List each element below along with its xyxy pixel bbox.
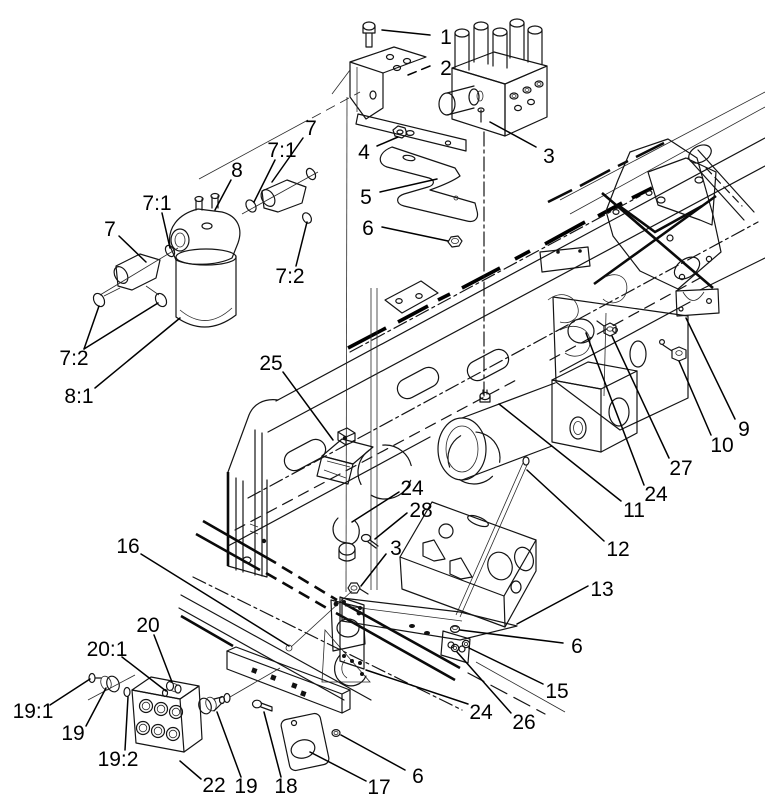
leader-line <box>361 554 386 586</box>
bolt-18 <box>253 700 273 711</box>
callout-label-19: 19 <box>234 775 258 798</box>
leader-line <box>352 492 399 522</box>
o-ring <box>224 694 230 703</box>
spacer-plate-5 <box>380 147 477 221</box>
callout-label-7: 7 <box>305 117 317 140</box>
callout-label-16: 16 <box>116 535 140 558</box>
leader-line <box>310 752 366 781</box>
callout-label-3: 3 <box>543 145 555 168</box>
cover-plate-17 <box>280 712 330 771</box>
leader-line <box>377 137 398 146</box>
leader-line <box>679 361 711 435</box>
callout-label-19:2: 19:2 <box>97 748 139 771</box>
leader-line <box>382 227 448 241</box>
bolt-24a <box>480 390 490 402</box>
callout-label-1: 1 <box>440 26 452 49</box>
mid-plate <box>540 247 590 272</box>
fitting-19-left <box>88 674 135 701</box>
callout-label-8: 8 <box>231 159 243 182</box>
callout-label-25: 25 <box>259 352 283 375</box>
callout-label-3: 3 <box>390 537 402 560</box>
fitting-20 <box>163 682 182 697</box>
callout-label-27: 27 <box>669 457 693 480</box>
bolt-3b <box>286 583 368 651</box>
callout-label-19: 19 <box>61 722 85 745</box>
leader-line <box>375 513 407 539</box>
leader-line <box>122 657 166 691</box>
callout-label-28: 28 <box>409 499 433 522</box>
right-bracket-assembly <box>540 139 721 430</box>
leader-line <box>341 735 405 770</box>
leader-line <box>296 222 307 266</box>
callout-layer <box>13 26 750 799</box>
fitting-7-left <box>91 244 178 309</box>
callout-label-13: 13 <box>590 578 614 601</box>
callout-label-20:1: 20:1 <box>86 638 128 661</box>
callout-label-7: 7 <box>104 218 116 241</box>
callout-label-6: 6 <box>412 765 424 788</box>
callout-label-7:1: 7:1 <box>142 192 172 215</box>
filter-head-8 <box>170 194 240 265</box>
o-ring-7-2 <box>153 291 169 308</box>
callout-label-15: 15 <box>545 680 569 703</box>
leader-line <box>215 180 231 210</box>
leader-line <box>527 470 604 541</box>
callout-label-17: 17 <box>367 776 391 799</box>
callout-label-6: 6 <box>571 635 583 658</box>
callout-label-12: 12 <box>606 538 630 561</box>
callout-label-24: 24 <box>400 477 424 500</box>
callout-label-10: 10 <box>710 434 734 457</box>
leader-line <box>380 179 437 192</box>
valve-support-arm <box>356 114 466 151</box>
callout-label-8:1: 8:1 <box>64 385 94 408</box>
leader-line <box>382 30 430 35</box>
callout-label-24: 24 <box>469 701 493 724</box>
leader-line <box>517 586 588 624</box>
leader-line <box>154 635 172 682</box>
o-ring-19-2 <box>124 688 130 697</box>
fitting-19-right <box>197 668 280 716</box>
mounting-bolt-1 <box>363 22 375 47</box>
callout-label-11: 11 <box>623 499 645 522</box>
leader-line <box>180 761 201 779</box>
bolt-10 <box>663 345 686 361</box>
leader-line <box>86 688 106 726</box>
callout-label-26: 26 <box>512 711 536 734</box>
valve-side-ports <box>510 81 543 111</box>
o-ring <box>305 167 318 181</box>
hydraulic-valve-3 <box>439 19 547 396</box>
callout-label-7:1: 7:1 <box>267 139 297 162</box>
screw-28 <box>362 535 379 549</box>
leader-line <box>586 333 644 485</box>
callout-label-9: 9 <box>738 418 750 441</box>
leader-line <box>686 318 735 419</box>
callout-label-7:2: 7:2 <box>275 265 305 288</box>
frame-rear-rail <box>228 92 765 590</box>
leader-line <box>84 303 158 349</box>
leader-line <box>366 670 468 704</box>
callout-label-2: 2 <box>440 57 452 80</box>
lower-plate-9 <box>676 289 719 316</box>
valve-solenoid <box>439 86 484 122</box>
fitting-7-right <box>242 167 318 225</box>
o-ring-19-1 <box>89 674 95 683</box>
frame-forward-rail <box>179 521 565 714</box>
leader-line <box>217 712 241 777</box>
callout-label-24: 24 <box>644 483 668 506</box>
callout-label-19:1: 19:1 <box>12 700 54 723</box>
filter-assembly <box>91 92 360 327</box>
nut-6c <box>332 730 340 737</box>
leader-line <box>408 66 430 75</box>
callout-label-20: 20 <box>136 614 160 637</box>
leader-line <box>283 372 333 440</box>
callout-label-22: 22 <box>202 774 226 797</box>
angle-bar <box>227 647 350 713</box>
hex-plug <box>450 558 472 579</box>
hex-plug <box>423 540 445 561</box>
callout-label-18: 18 <box>274 775 298 798</box>
nut-6b <box>451 626 460 633</box>
callout-label-6: 6 <box>362 217 374 240</box>
port-manifold-22 <box>88 668 280 752</box>
flange-nut-6a <box>448 236 462 247</box>
hydraulic-manifold-13 <box>340 502 537 669</box>
leader-line <box>612 336 669 458</box>
callout-label-5: 5 <box>360 186 372 209</box>
bolt-4 <box>393 126 407 138</box>
callout-label-7:2: 7:2 <box>59 347 89 370</box>
ports <box>137 700 183 741</box>
callout-label-4: 4 <box>358 141 370 164</box>
leader-line <box>264 712 281 777</box>
leader-line <box>84 306 99 349</box>
leader-line <box>125 697 128 750</box>
leader-line <box>50 679 90 705</box>
leader-line <box>162 213 170 248</box>
leader-line <box>95 318 180 388</box>
